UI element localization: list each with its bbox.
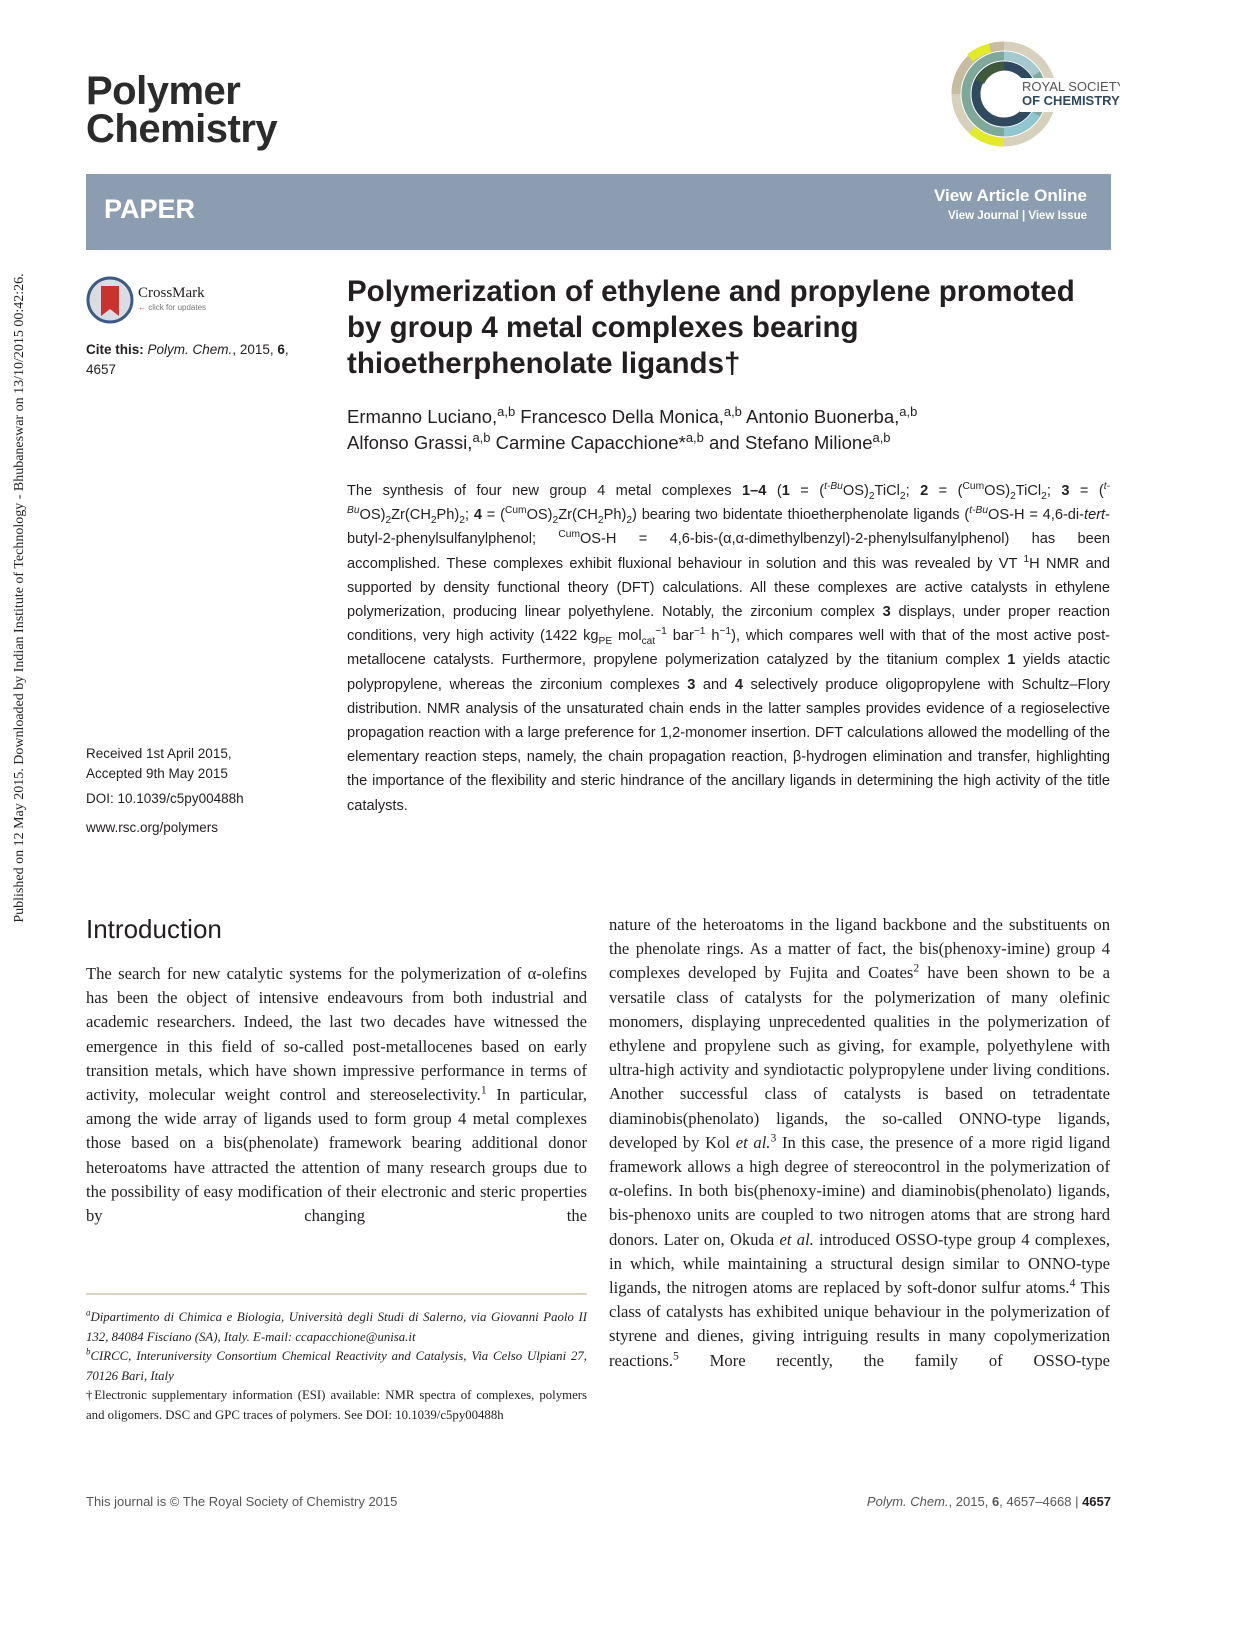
text-run: The search for new catalytic systems for the polymerization of α-olefins has been the object of intensive endeavours from both industrial and academic researchers. Indeed, the last two decades have witnessed the emergence in this field of so-called post-metallocenes based on early transition metals, which have shown impressive performance in terms of activity, molecular weight control and stereoselectivity.: [86, 964, 587, 1105]
text-run: Cum: [962, 481, 985, 493]
text-run: = (: [481, 507, 505, 524]
download-info-sidebar: Published on 12 May 2015. Downloaded by Indian Institute of Technology - Bhubaneswar on 13/10/2015 00:42:26.: [12, 273, 27, 923]
text-run: −1: [655, 626, 667, 638]
text-run: 4: [734, 676, 743, 693]
link-separator: |: [1021, 210, 1026, 222]
text-run: 2: [552, 515, 559, 527]
text-run: 2: [913, 961, 920, 975]
footnote-text: Dipartimento di Chimica e Biologia, Università degli Studi di Salerno, via Giovanni Paolo II 132, 84084 Fisciano (SA), Italy. E-mail: ccapacchione@unisa.it: [86, 1310, 587, 1344]
text-run: Alfonso Grassi,: [347, 432, 473, 453]
text-run: OS): [984, 483, 1011, 499]
text-run: The synthesis of four new group 4 metal complexes: [347, 483, 743, 499]
footer-year: , 2015,: [948, 1494, 992, 1509]
text-run: a,b: [685, 429, 704, 445]
text-run: 2: [899, 490, 906, 502]
text-run: a,b: [723, 403, 742, 419]
text-run: 4: [1069, 1276, 1076, 1290]
view-journal-link[interactable]: View Journal: [948, 210, 1019, 222]
text-run: -butyl-2-phenylsulfanylphenol;: [347, 507, 1110, 548]
text-run: OS): [359, 507, 386, 524]
text-run: (: [766, 483, 782, 499]
text-run: = (: [928, 483, 963, 499]
text-run: 4: [473, 507, 482, 524]
footer-volume: 6: [991, 1494, 1000, 1509]
text-run: PE: [598, 636, 613, 648]
copyright-footer: This journal is © The Royal Society of Chemistry 2015: [86, 1494, 398, 1509]
text-run: ;: [1046, 483, 1062, 499]
text-run: ) bearing two bidentate thioetherphenolate ligands (: [632, 507, 970, 524]
text-run: 1: [1023, 553, 1030, 565]
arrow-left-icon: ←: [138, 303, 146, 312]
text-run: 1: [781, 483, 790, 499]
text-run: tert: [1084, 507, 1106, 524]
author-list: [347, 404, 1107, 456]
text-run: = (: [789, 483, 825, 499]
crossmark-sub: click for updates: [148, 303, 207, 312]
accepted-date: Accepted 9th May 2015: [86, 766, 228, 781]
text-run: cat: [641, 636, 656, 648]
text-run: Francesco Della Monica,: [515, 406, 724, 427]
text-run: 2: [920, 483, 929, 499]
journal-title: [86, 69, 278, 151]
text-run: ;: [464, 507, 474, 524]
text-run: In particular, among the wide array of ligands used to form group 4 metal complexes those based on a bis(phenolate) framework bearing additional donor heteroatoms have attracted the attention of many research groups due to the possibility of easy modification of their electronic and steric properties by changing the: [86, 1085, 587, 1226]
footer-pages: , 4657–4668: [999, 1494, 1072, 1509]
footnote-esi: †Electronic supplementary information (ESI) available: NMR spectra of complexes, polymers and oligomers. DSC and GPC traces of polymers. See DOI: 10.1039/c5py00488h: [86, 1388, 587, 1422]
text-run: Zr(CH: [391, 507, 431, 524]
text-run: −1: [693, 626, 706, 638]
text-run: 2: [430, 515, 437, 527]
text-run: This class of catalysts has exhibited unique behaviour in the polymerization of styrene and dienes, giving intriguing results in many copolymerization reactions.: [609, 1278, 1110, 1370]
text-run: introduced OSSO-type group 4 complexes, in which, while maintaining a structural design similar to ONNO-type ligands, the nitrogen atoms are replaced by soft-donor sulfur atoms.: [609, 1229, 1110, 1298]
footer-journal: Polym. Chem.: [866, 1494, 949, 1509]
text-run: et al.: [779, 1229, 814, 1249]
text-run: and Stefano Milione: [703, 432, 873, 453]
cite-journal: Polym. Chem.: [147, 342, 233, 357]
footnote-divider: [86, 1293, 587, 1295]
text-run: TiCl: [874, 483, 900, 499]
text-run: OS): [526, 507, 553, 524]
text-run: Carmine Capacchione*: [490, 432, 686, 453]
text-run: 1: [480, 1083, 487, 1097]
text-run: selectively produce oligopropylene with Schultz–Flory distribution. NMR analysis of the unsaturated chain ends in the latter samples provides evidence of a regioselective propagation reaction with a large preference for 1,2-monomer insertion. DFT calculations allowed the modelling of the elementary reaction steps, namely, the chain propagation reaction, β-hydrogen elimination and transfer, highlighting the importance of the flexibility and steric hindrance of the ancillary ligands in determining the high activity of the title catalysts.: [347, 676, 1110, 814]
text-run: 2: [385, 515, 392, 527]
text-run: 3: [1061, 483, 1070, 499]
text-run: Zr(CH: [558, 507, 598, 524]
text-run: h: [705, 628, 720, 645]
text-run: 3: [882, 604, 891, 621]
cite-label: Cite this:: [86, 342, 144, 357]
text-run: Ph): [603, 507, 627, 524]
crossmark-icon: [86, 276, 134, 324]
logo-text-2: OF CHEMISTRY: [1022, 93, 1120, 108]
text-run: 2: [597, 515, 604, 527]
abstract: [347, 479, 1110, 818]
intro-column-1: [86, 962, 587, 1228]
footnote-mark: a: [86, 1307, 91, 1318]
journal-title-line1: Polymer: [86, 69, 241, 113]
text-run: a,b: [497, 403, 516, 419]
text-run: OS): [842, 483, 869, 499]
footnotes: [86, 1308, 587, 1425]
footer-separator: |: [1071, 1494, 1083, 1509]
text-run: ;: [905, 483, 921, 499]
footnote-affiliation-b: [86, 1347, 587, 1386]
text-run: 3: [687, 676, 696, 693]
text-run: H NMR and supported by density functional theory (DFT) calculations. All these complexes are active catalysts in ethylene polymerization, producing linear polyethylene. Notably, the zirconium complex: [347, 555, 1110, 621]
text-run: 2: [1041, 490, 1047, 502]
text-run: TiCl: [1015, 483, 1042, 499]
text-run: 2: [459, 515, 465, 527]
article-type-label: PAPER: [104, 194, 196, 224]
text-run: In this case, the presence of a more rigid ligand framework allows a high degree of stereocontrol in the polymerization of α-olefins. In both bis(phenoxy-imine) and diaminobis(phenolato) ligands, bis-phenoxo units are coupled to two nitrogen atoms that are strong hard donors. Later on, Okuda: [609, 1132, 1110, 1249]
text-run: −1: [719, 626, 732, 638]
article-type-banner: [86, 174, 1111, 250]
article-dates: [86, 744, 244, 838]
footnote-affiliation-a: [86, 1308, 587, 1347]
text-run: = (: [1069, 483, 1104, 499]
text-run: 2: [1010, 490, 1016, 502]
text-run: nature of the heteroatoms in the ligand backbone and the substituents on the phenolate rings. As a matter of fact, the bis(phenoxy-imine) group 4 complexes developed by Fujita and Coates: [609, 915, 1110, 983]
text-run: ), which compares well with that of the most active post-metallocene catalysts. Furthermore, propylene polymerization catalyzed by the titanium complex: [347, 628, 1111, 669]
text-run: et al.: [735, 1132, 771, 1152]
text-run: t-Bu: [969, 505, 989, 517]
text-run: 1–4: [742, 483, 767, 499]
text-run: Cum: [558, 529, 580, 541]
cite-volume: 6: [277, 342, 285, 357]
section-heading-introduction: Introduction: [86, 914, 222, 944]
article-title: Polymerization of ethylene and propylene promoted by group 4 metal complexes bearing thioetherphenolate ligands†: [347, 275, 1075, 380]
page-footer-citation: [867, 1494, 1111, 1509]
citation: [86, 340, 316, 380]
rsc-logo-icon: [950, 38, 1120, 150]
text-run: More recently, the family of OSSO-type: [678, 1350, 1110, 1370]
text-run: 2: [626, 515, 633, 527]
text-run: t-Bu: [824, 481, 843, 493]
text-run: a,b: [472, 429, 491, 445]
view-article-online-link[interactable]: View Article Online: [933, 186, 1087, 205]
text-run: Ph): [436, 507, 460, 524]
text-run: OS-H = 4,6-di-: [988, 507, 1085, 524]
intro-column-2: [609, 913, 1110, 1373]
text-run: yields atactic polypropylene, whereas the zirconium complexes: [347, 652, 1110, 693]
text-run: mol: [612, 628, 642, 645]
cite-year: , 2015,: [232, 342, 278, 357]
text-run: 3: [770, 1131, 777, 1145]
text-run: Cum: [504, 505, 527, 517]
text-run: Ermanno Luciano,: [347, 406, 498, 427]
text-run: a,b: [872, 429, 891, 445]
doi: DOI: 10.1039/c5py00488h: [86, 791, 244, 806]
text-run: displays, under proper reaction conditions, very high activity (1422 kg: [347, 604, 1110, 645]
text-run: have been shown to be a versatile class of catalysts for the polymerization of many olefinic monomers, displaying unprecedented qualities in the polymerization of ethylene and propylene such as giving, for example, polyethylene with ultra-high activity and syndiotactic polypropylene under living conditions. Another successful class of catalysts is based on tetradentate diaminobis(phenolato) ligands, the so-called ONNO-type ligands, developed by Kol: [609, 963, 1110, 1152]
text-run: OS-H = 4,6-bis-(α,α-dimethylbenzyl)-2-phenylsulfanylphenol) has been accomplished. These complexes exhibit fluxional behaviour in solution and this was revealed by VT: [347, 531, 1110, 572]
text-run: Antonio Buonerba,: [741, 406, 900, 427]
text-run: t-Bu: [347, 481, 1111, 517]
footnote-text: CIRCC, Interuniversity Consortium Chemical Reactivity and Catalysis, Via Celso Ulpiani 27, 70126 Bari, Italy: [86, 1349, 587, 1383]
page-number: 4657: [1082, 1494, 1111, 1509]
text-run: 2: [868, 490, 875, 502]
journal-title-line2: Chemistry: [86, 107, 278, 151]
journal-url-link[interactable]: www.rsc.org/polymers: [86, 820, 219, 835]
view-links: [934, 186, 1087, 222]
text-run: 1: [1007, 652, 1016, 669]
text-run: 5: [673, 1349, 679, 1363]
text-run: bar: [666, 628, 694, 645]
text-run: a,b: [899, 403, 918, 419]
crossmark-button[interactable]: [86, 276, 226, 326]
received-date: Received 1st April 2015,: [86, 746, 232, 761]
crossmark-label: CrossMark: [138, 285, 205, 301]
rsc-logo[interactable]: [950, 38, 1120, 150]
logo-text-1: ROYAL SOCIETY: [1022, 79, 1120, 94]
footnote-mark: b: [86, 1346, 91, 1357]
cite-page: 4657: [86, 362, 117, 377]
text-run: and: [695, 676, 735, 693]
cite-comma: ,: [284, 342, 289, 357]
view-issue-link[interactable]: View Issue: [1028, 210, 1087, 222]
